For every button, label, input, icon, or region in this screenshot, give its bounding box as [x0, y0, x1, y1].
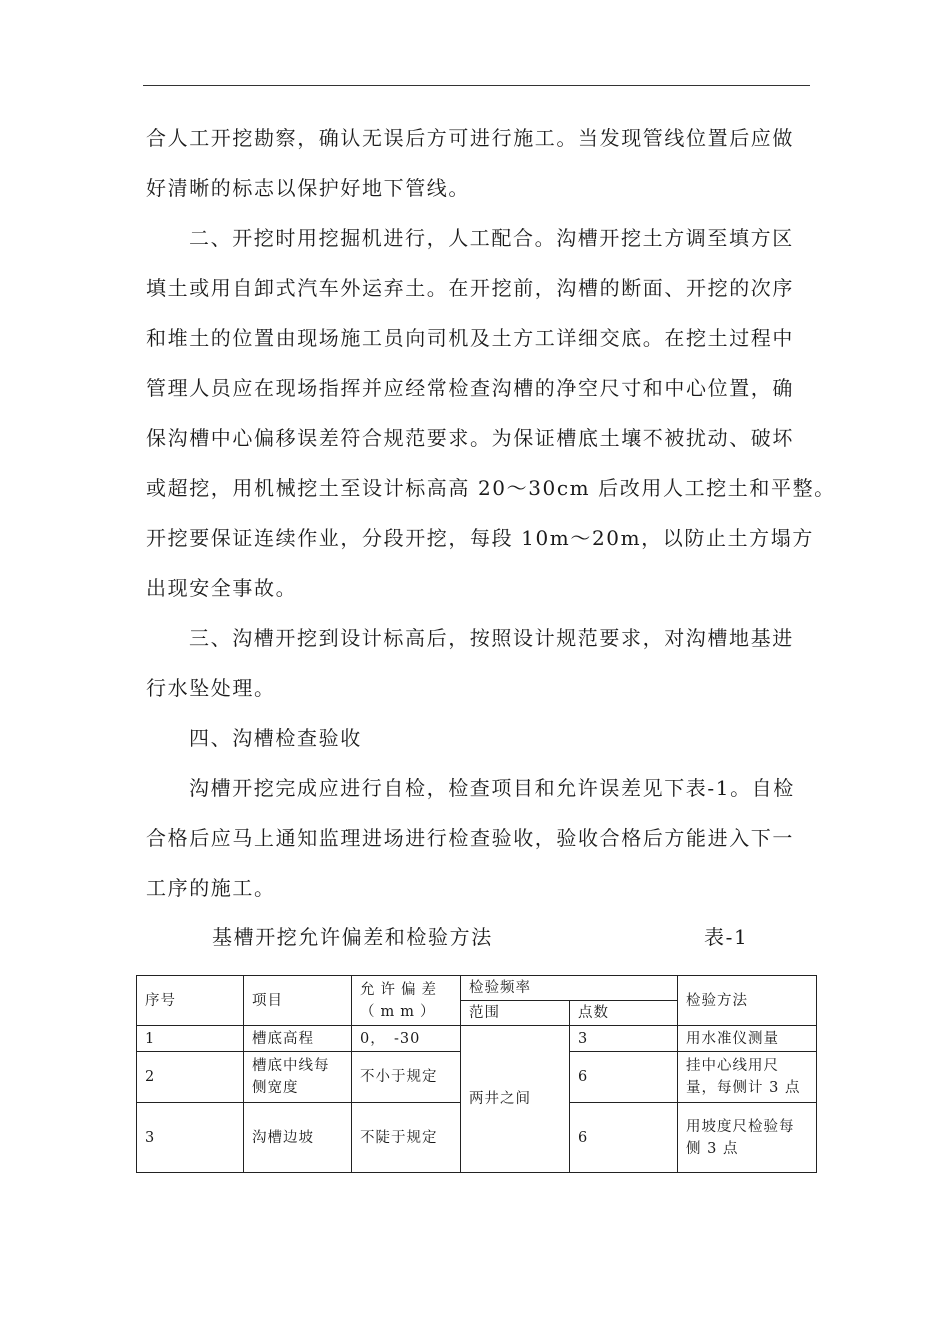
text-line: 和堆土的位置由现场施工员向司机及土方工详细交底。在挖土过程中 — [146, 326, 794, 350]
header-range: 范围 — [461, 1001, 570, 1026]
text-line: 填土或用自卸式汽车外运弃土。在开挖前，沟槽的断面、开挖的次序 — [146, 276, 794, 300]
cell-method: 用坡度尺检验每 侧 3 点 — [678, 1103, 817, 1173]
section-heading — [146, 713, 818, 763]
tolerance-table — [136, 975, 817, 1173]
cell-index: 2 — [137, 1052, 244, 1103]
text-line: 好清晰的标志以保护好地下管线。 — [146, 176, 470, 200]
paragraph-2 — [146, 213, 836, 613]
table-caption-number: 表-1 — [704, 925, 749, 949]
cell-tolerance: 不小于规定 — [352, 1052, 461, 1103]
paragraph-3 — [146, 613, 818, 713]
cell-method: 用水准仪测量 — [678, 1026, 817, 1052]
table-header-row — [137, 976, 817, 1001]
paragraph-1 — [146, 113, 818, 213]
header-item: 项目 — [244, 976, 352, 1026]
header-tolerance: 允许偏差 （mm） — [352, 976, 461, 1026]
header-frequency: 检验频率 — [461, 976, 678, 1001]
text-line: 二、开挖时用挖掘机进行，人工配合。沟槽开挖土方调至填方区 — [189, 226, 794, 250]
cell-points: 3 — [570, 1026, 678, 1052]
cell-index: 1 — [137, 1026, 244, 1052]
text-line: 或超挖，用机械挖土至设计标高高 20～30cm 后改用人工挖土和平整。 — [146, 476, 836, 500]
cell-index: 3 — [137, 1103, 244, 1173]
cell-tolerance: 0， -30 — [352, 1026, 461, 1052]
table-caption-title: 基槽开挖允许偏差和检验方法 — [212, 925, 493, 949]
text-line: 沟槽开挖完成应进行自检，检查项目和允许误差见下表-1。自检 — [189, 776, 795, 800]
paragraph-5 — [146, 763, 818, 913]
header-index: 序号 — [137, 976, 244, 1026]
cell-tolerance: 不陡于规定 — [352, 1103, 461, 1173]
cell-method: 挂中心线用尺 量，每侧计 3 点 — [678, 1052, 817, 1103]
text-line: 工序的施工。 — [146, 876, 276, 900]
text-line: 保沟槽中心偏移误差符合规范要求。为保证槽底土壤不被扰动、破坏 — [146, 426, 794, 450]
header-rule — [143, 85, 810, 86]
cell-points: 6 — [570, 1103, 678, 1173]
text-line: 管理人员应在现场指挥并应经常检查沟槽的净空尺寸和中心位置，确 — [146, 376, 794, 400]
cell-item: 槽底高程 — [244, 1026, 352, 1052]
text-line: 合人工开挖勘察，确认无误后方可进行施工。当发现管线位置后应做 — [146, 126, 794, 150]
text-line: 三、沟槽开挖到设计标高后，按照设计规范要求，对沟槽地基进 — [189, 626, 794, 650]
text-line: 开挖要保证连续作业，分段开挖，每段 10m～20m，以防止土方塌方 — [146, 526, 814, 550]
text-line: 出现安全事故。 — [146, 576, 298, 600]
header-points: 点数 — [570, 1001, 678, 1026]
cell-item: 槽底中线每 侧宽度 — [244, 1052, 352, 1103]
header-method: 检验方法 — [678, 976, 817, 1026]
text-line: 四、沟槽检查验收 — [189, 726, 362, 750]
cell-points: 6 — [570, 1052, 678, 1103]
table-row — [137, 1026, 817, 1052]
cell-range: 两井之间 — [461, 1026, 570, 1173]
text-line: 行水坠处理。 — [146, 676, 276, 700]
text-line: 合格后应马上通知监理进场进行检查验收，验收合格后方能进入下一 — [146, 826, 794, 850]
cell-item: 沟槽边坡 — [244, 1103, 352, 1173]
